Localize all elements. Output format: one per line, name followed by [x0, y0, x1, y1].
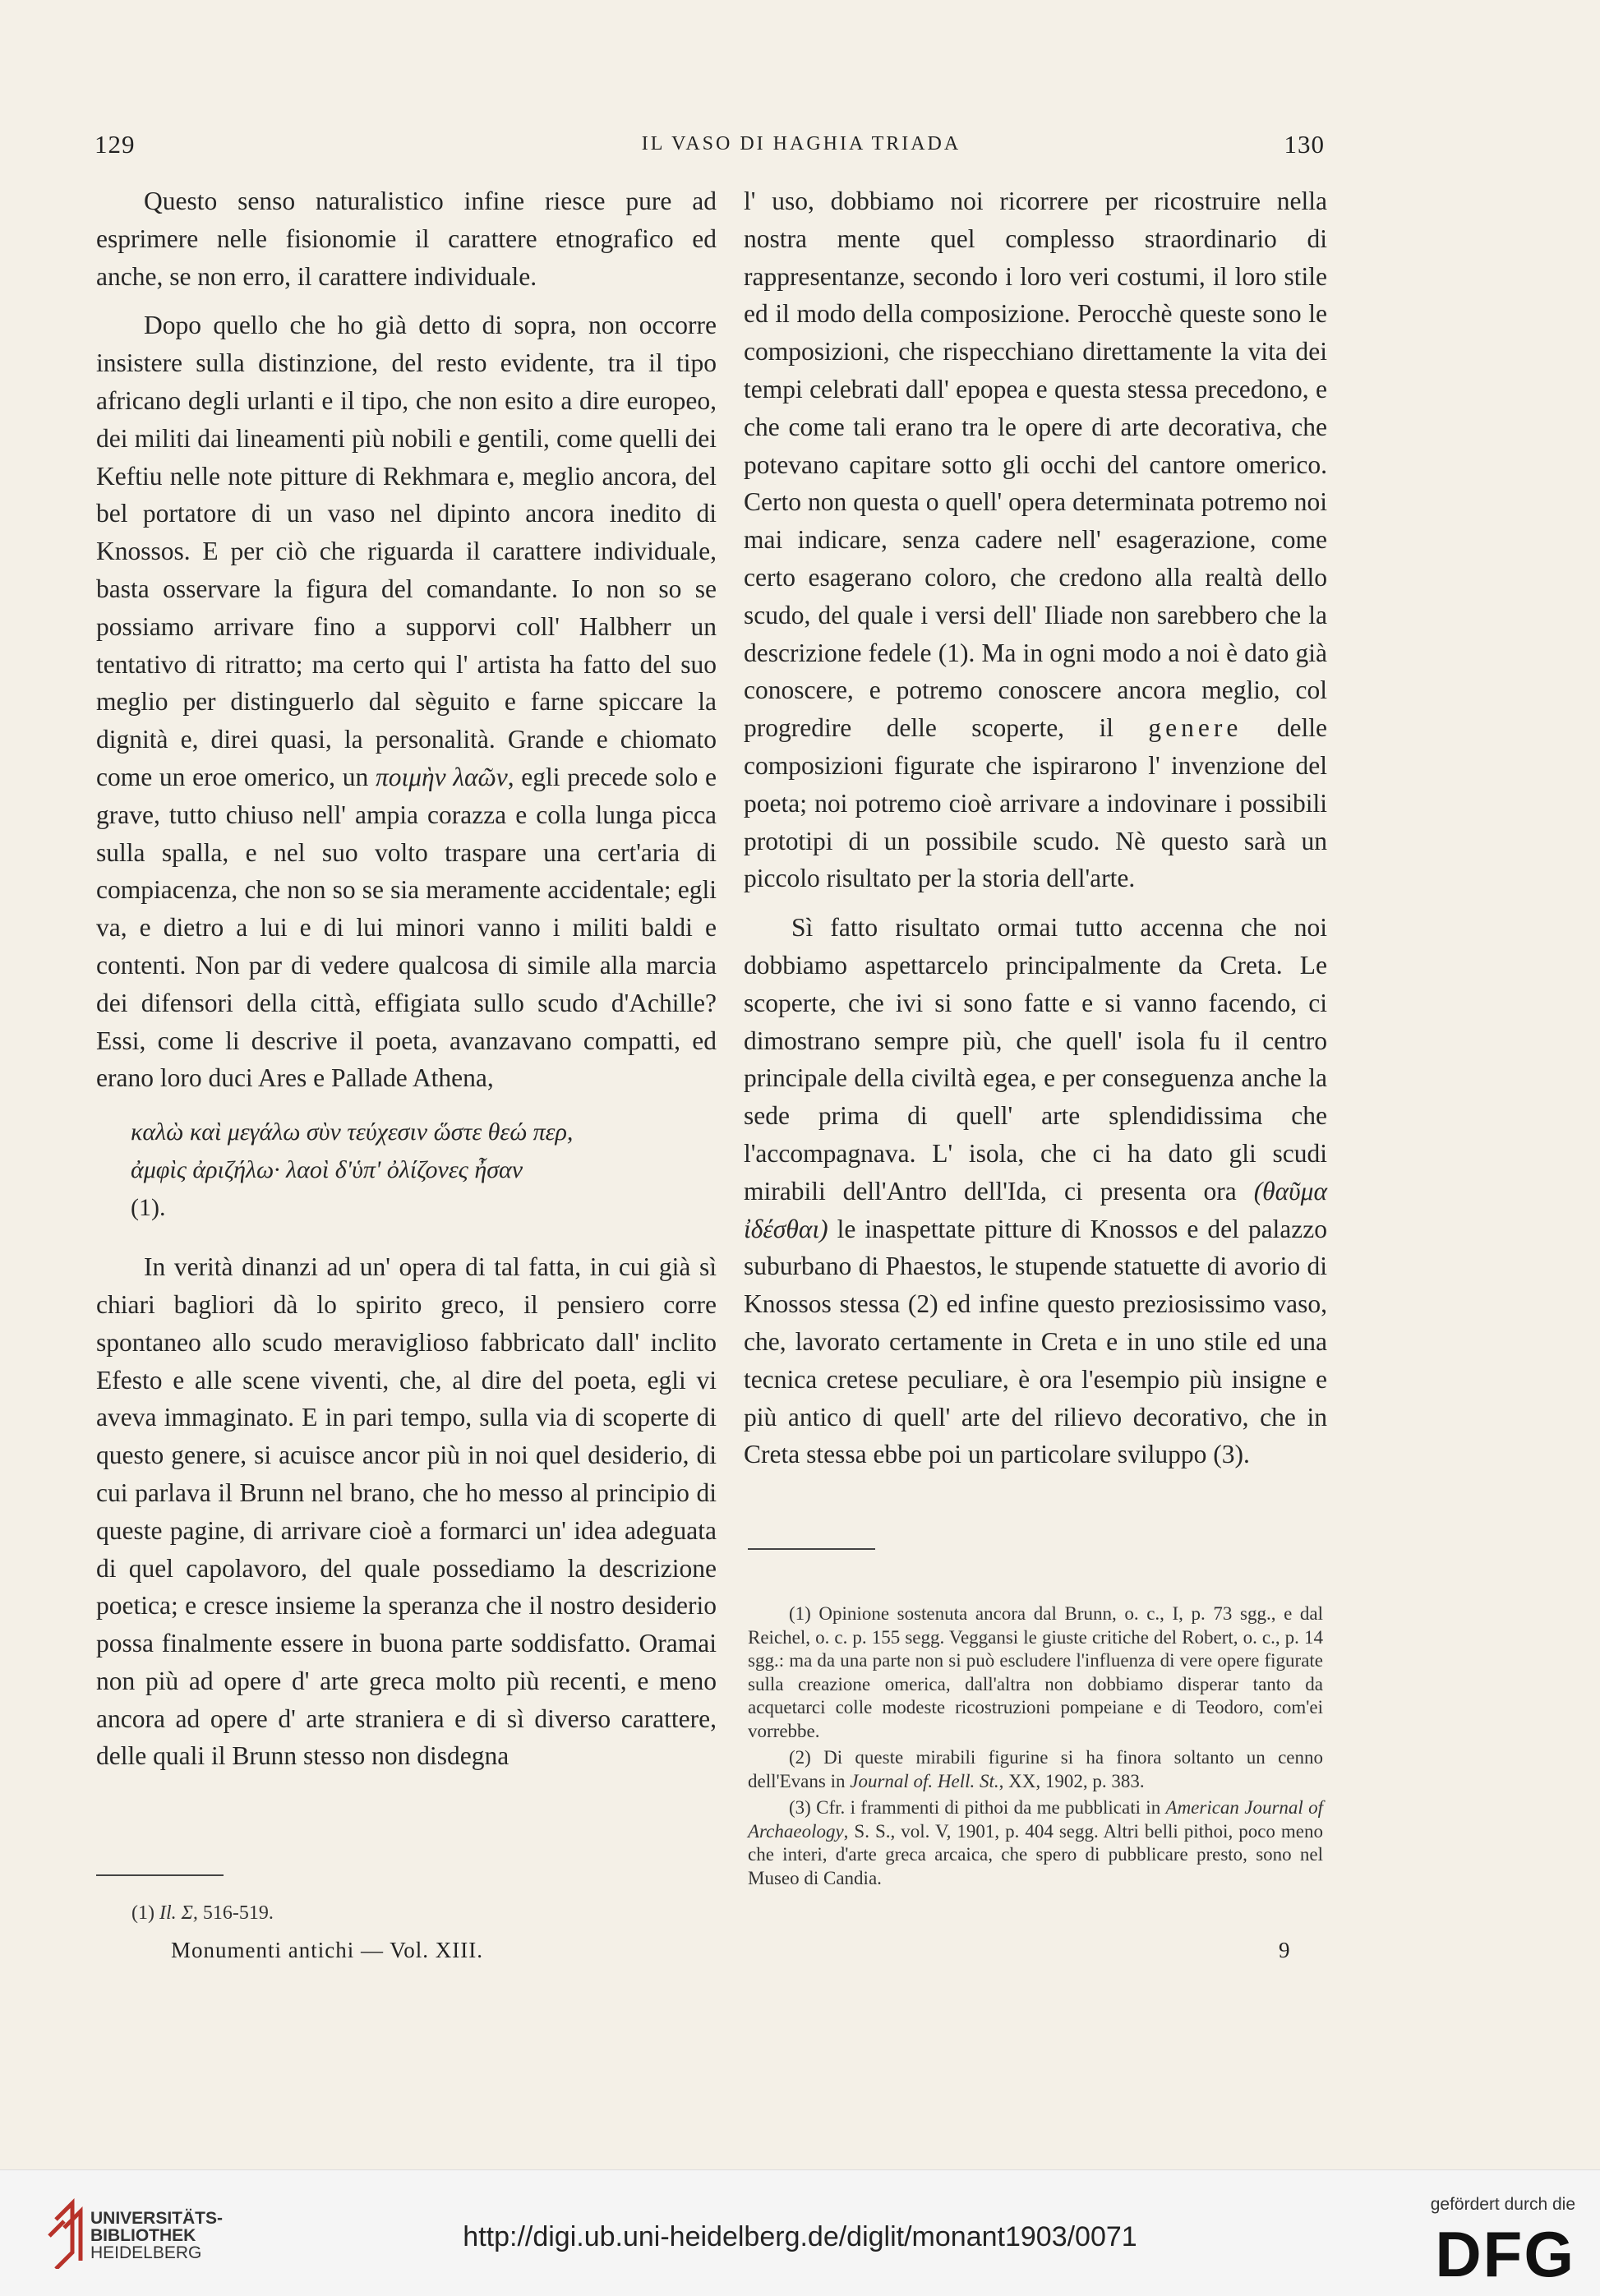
paragraph: l' uso, dobbiamo noi ricorrere per ricostruire nella nostra mente quel complesso straordinario di rappresentanze, secondo i loro veri costumi, il loro stile ed il modo della composizione. Perocchè queste sono le composizioni, che rispecchiano direttamente la vita dei tempi celebrati dall' epopea e questa stessa precedono, e che come tali erano tra le opere di arte decorativa, che potevano capitare sotto gli occhi del cantore omerico. Certo non questa o quell' opera determinata potremo noi mai indicare, senza cadere nell' esagerazione, come certo esagerano coloro, che credono alla realtà dello scudo, del quale i versi dell' Iliade non sarebbero che la descrizione fedele (1). Ma in ogni modo a noi è dato già conoscere, e potremo conoscere ancora meglio, col progredire delle scoperte, il genere delle composizioni figurate che ispirarono l' invenzione del poeta; noi potremo cioè arrivare a indovinare i possibili prototipi di un possibile scudo. Nè questo sarà un piccolo risultato per la storia dell'arte. [744, 187, 1327, 893]
digitization-bar [0, 2169, 1600, 2296]
greek-verse: ἀμφὶς ἀριζήλω· λαοὶ δ'ὑπ' ὀλίζονες ἦσαν (1). [131, 1151, 717, 1227]
spaced-word: genere [1148, 713, 1243, 743]
left-column [96, 182, 717, 1775]
paragraph: In verità dinanzi ad un' opera di tal fatta, in cui già sì chiari bagliori dà lo spirito greco, il pensiero corre spontaneo allo scudo meraviglioso fabbricato dall' inclito Efesto e alle scene viventi, che, al dire del poeta, egli vi aveva immaginato. E in pari tempo, sulla via di scoperte di questo genere, si acuisce ancor più in noi quel desiderio, di cui parlava il Brunn nel brano, che ho messo al principio di queste pagine, di arrivare cioè a formarci un' idea adeguata di quel capolavoro, del quale possediamo la descrizione poetica; e cresce insieme la speranza che il nostro desiderio possa finalmente essere in buona parte soddisfatto. Oramai non più ad opere d' arte greca molto più recenti, e meno ancora ad opere d' arte straniera e di sì diverso carattere, delle quali il Brunn stesso non disdegna [96, 1252, 717, 1771]
footnote-divider [96, 1874, 224, 1876]
footnote: (2) Di queste mirabili figurine si ha finora soltanto un cenno dell'Evans in Journal of. Hell. St., XX, 1902, p. 383. [748, 1747, 1323, 1791]
dfg-logo: DFG [1435, 2218, 1575, 2290]
footnote-divider [748, 1548, 875, 1550]
page-footer-title: Monumenti antichi — Vol. XIII. [171, 1938, 483, 1962]
greek-verse: καλὼ καὶ μεγάλω σὺν τεύχεσιν ὥστε θεώ περ, [131, 1118, 574, 1146]
greek-phrase: ποιμὴν λαῶν [375, 762, 508, 791]
greek-quotation [96, 1113, 717, 1227]
paragraph: Sì fatto risultato ormai tutto accenna che noi dobbiamo aspettarcelo principalmente da Creta. Le scoperte, che ivi si sono fatte e si vanno facendo, ci dimostrano sempre più, che quell' isola fu il centro principale della civiltà egea, e per conseguenza anche la sede prima di quell' arte splendidissima che l'accompagnava. L' isola, che ci ha dato gli scudi mirabili dell'Antro dell'Ida, ci presenta ora (θαῦμα ἰδέσθαι) le inaspettate pitture di Knossos e del palazzo suburbano di Phaestos, le stupende statuette di avorio di Knossos stessa (2) ed infine questo preziosissimo vaso, che, lavorato certamente in Creta e in uno stile ed una tecnica cretese peculiare, è ora l'esempio più insigne e più antico di quell' arte del rilievo decorativo, che in Creta stessa ebbe poi un particolare sviluppo (3). [744, 913, 1328, 1469]
footnote-left: (1) Il. Σ, 516-519. [131, 1902, 274, 1924]
footnote: (1) Opinione sostenuta ancora dal Brunn, o. c., I, p. 73 sgg., e dal Reichel, o. c. p. 155 segg. Veggansi le giuste critiche del Robert, o. c., p. 14 sgg.: ma da una parte non si può escludere l'influenza di vere opere figurate sulla creazione omerica, dall'altra non dobbiamo disperar tanto da acquetarci colle modeste ricostruzioni pompeiane e di Teodoro, com'ei vorrebbe. [748, 1603, 1323, 1741]
running-header [0, 130, 1600, 163]
footnote-ref: (3). [1213, 1440, 1250, 1469]
footnote: (3) Cfr. i frammenti di pithoi da me pubblicati in American Journal of Archaeology, S. S., vol. V, 1901, p. 404 segg. Altri belli pithoi, poco meno che interi, d'arte greca arcaica, che spero di pubblicare presto, sono nel Museo di Candia. [748, 1797, 1323, 1888]
library-name: UNIVERSITÄTS- BIBLIOTHEK HEIDELBERG [90, 2209, 224, 2262]
footnote-ref: (1). [131, 1194, 166, 1222]
footnotes-right [748, 1602, 1323, 1890]
footnote-ref: (2) [907, 1289, 938, 1319]
right-column [744, 182, 1327, 1473]
page-number-left: 129 [95, 130, 136, 159]
page-number-right: 130 [1284, 130, 1325, 159]
paragraph: Questo senso naturalistico infine riesce pure ad esprimere nelle fisionomie il carattere etnografico ed anche, se non erro, il carattere individuale. [96, 187, 717, 291]
running-title: IL VASO DI HAGHIA TRIADA [641, 133, 961, 154]
sponsor-caption: gefördert durch die [1430, 2195, 1575, 2214]
permalink-url[interactable]: http://digi.ub.uni-heidelberg.de/diglit/monant1903/0071 [463, 2221, 1137, 2252]
footnote-ref: (1) [938, 638, 969, 667]
paragraph: Dopo quello che ho già detto di sopra, non occorre insistere sulla distinzione, del resto evidente, tra il tipo africano degli urlanti e il tipo, che non esito a dire europeo, dei militi dai lineamenti più nobili e gentili, come quelli dei Keftiu nelle note pitture di Rekhmara e, meglio ancora, del bel portatore di un vaso nel dipinto ancora inedito di Knossos. E per ciò che riguarda il carattere individuale, basta osservare la figura del comandante. Io non so se possiamo arrivare fino a supporvi coll' Halbherr un tentativo di ritratto; ma certo qui l' artista ha fatto del suo meglio per distinguerlo dal sèguito e farne spiccare la dignità e, direi quasi, la personalità. Grande e chiomato come un eroe omerico, un ποιμὴν λαῶν, egli precede solo e grave, tutto chiuso nell' ampia corazza e colla lunga picca sulla spalla, e nel suo volto traspare una cert'aria di compiacenza, che non so se sia meramente accidentale; egli va, e dietro a lui e di lui minori vanno i militi baldi e contenti. Non par di vedere qualcosa di simile alla marcia dei difensori della città, effigiata sullo scudo d'Achille? Essi, come li descrive il poeta, avanzavano compatti, ed erano loro duci Ares e Pallade Athena, [96, 311, 717, 1093]
greek-phrase: (θαῦμα ἰδέσθαι) [744, 1176, 1327, 1243]
signature-mark: 9 [1279, 1938, 1290, 1962]
